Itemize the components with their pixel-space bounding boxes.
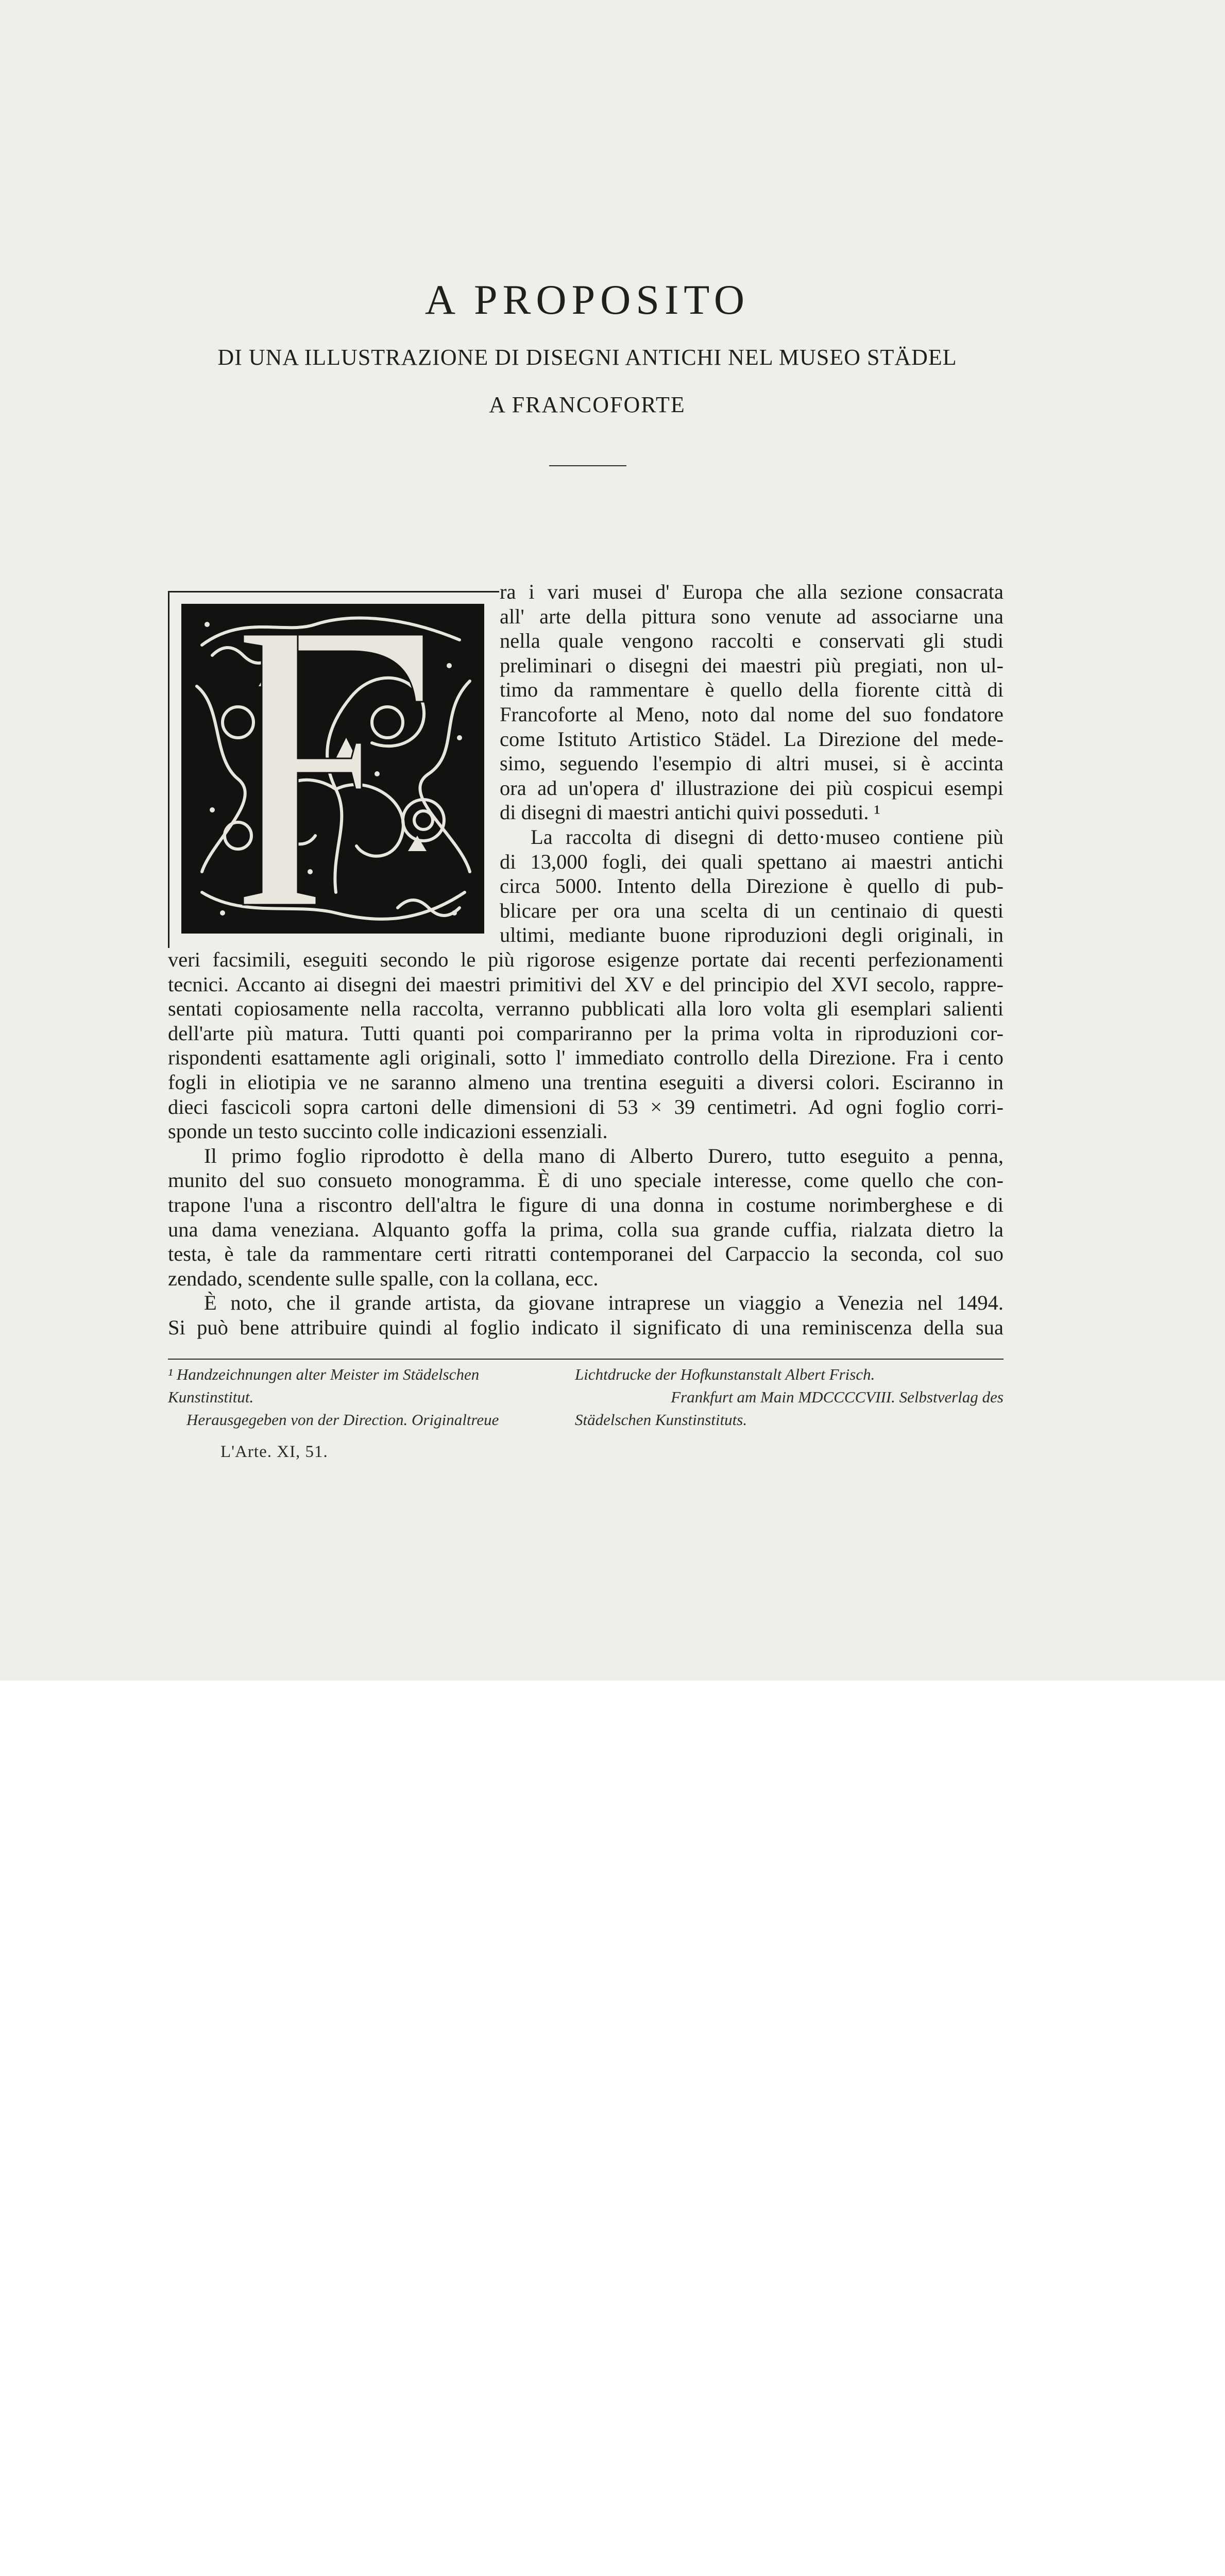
text-line: tecnici. Accanto ai disegni dei maestri primitivi del XV e del principio del XVI secolo, rappre- <box>168 972 1003 996</box>
text-line: di 13,000 fogli, dei quali spettano ai maestri antichi <box>500 850 1003 873</box>
text-line: testa, è tale da rammentare certi ritratti contemporanei del Carpaccio la seconda, col suo <box>168 1242 1003 1266</box>
ornamental-letter-f-illustration <box>181 604 484 934</box>
footnote-line: Lichtdrucke der Hofkunstanstalt Albert Frisch. <box>575 1365 875 1383</box>
viewer-footer <box>0 1681 1225 1768</box>
text-line: Si può bene attribuire quindi al foglio indicato il significato di una reminiscenza della sua <box>168 1315 1003 1339</box>
text-line: ra i vari musei d' Europa che alla sezione consacrata <box>500 580 1003 603</box>
text-line: nella quale vengono raccolti e conservati gli studi <box>500 629 1003 653</box>
text-line: timo da rammentare è quello della fiorente città di <box>500 678 1003 702</box>
text-line: fogli in eliotipia ve ne saranno almeno una trentina eseguiti a diversi colori. Esciranno in <box>168 1070 1003 1094</box>
text-line: circa 5000. Intento della Direzione è quello di pub- <box>500 874 1003 898</box>
text-line: È noto, che il grande artista, da giovane intraprese un viaggio a Venezia nel 1494. <box>204 1291 1003 1315</box>
text-line: zendado, scendente sulle spalle, con la collana, ecc. <box>168 1266 599 1290</box>
decorated-initial-f <box>181 604 484 934</box>
footnote-line: ¹ Handzeichnungen alter Meister im Städelschen <box>168 1365 480 1383</box>
text-line: dieci fascicoli sopra cartoni delle dimensioni di 53 × 39 centimetri. Ad ogni foglio corri- <box>168 1095 1003 1118</box>
text-line: ultimi, mediante buone riproduzioni degli originali, in <box>500 923 1003 947</box>
footnote-line: Kunstinstitut. <box>168 1388 254 1406</box>
text-line: La raccolta di disegni di detto·museo contiene più <box>531 825 1003 849</box>
footnote-line: Frankfurt am Main MDCCCCVIII. Selbstverlag des <box>671 1388 1003 1406</box>
text-line: veri facsimili, eseguiti secondo le più rigorose esigenze portate dai recenti perfezionamenti <box>168 948 1003 971</box>
text-line: trapone l'una a riscontro dell'altra le figure di una donna in costume norimberghese e di <box>168 1193 1003 1216</box>
footnote-line: Herausgegeben von der Direction. Originaltreue <box>186 1411 499 1429</box>
article-subtitle-city: A FRANCOFORTE <box>489 392 686 417</box>
text-line: munito del suo consueto monogramma. È di uno speciale interesse, come quello che con- <box>168 1168 1003 1192</box>
text-line: una dama veneziana. Alquanto goffa la prima, colla sua grande cuffia, rialzata dietro la <box>168 1217 1003 1241</box>
text-line: Il primo foglio riprodotto è della mano di Alberto Durero, tutto eseguito a penna, <box>204 1144 1003 1167</box>
text-line: dell'arte più matura. Tutti quanti poi compariranno per la prima volta in riproduzioni cor- <box>168 1021 1003 1045</box>
text-line: all' arte della pittura sono venute ad associarne una <box>500 604 1003 628</box>
article-title: A PROPOSITO <box>424 276 750 323</box>
text-line: come Istituto Artistico Städel. La Direzione del mede- <box>500 727 1003 751</box>
text-line: blicare per ora una scelta di un centinaio di questi <box>500 899 1003 922</box>
body-paragraph-2 <box>168 947 1003 1340</box>
text-line: Francoforte al Meno, noto dal nome del suo fondatore <box>500 702 1003 726</box>
footnote <box>168 1363 1003 1431</box>
page-footer: L'Arte. XI, 51. <box>220 1443 328 1461</box>
text-line: ora ad un'opera d' illustrazione dei più cospicui esempi <box>500 776 1003 800</box>
footnote-line: Städelschen Kunstinstituts. <box>575 1411 747 1429</box>
text-line: di disegni di maestri antichi quivi posseduti. ¹ <box>500 801 880 824</box>
article-subtitle: DI UNA ILLUSTRAZIONE DI DISEGNI ANTICHI NEL MUSEO STÄDEL <box>217 345 957 370</box>
footnote-divider <box>168 1359 1003 1360</box>
text-line: preliminari o disegni dei maestri più pregiati, non ul- <box>500 653 1003 677</box>
opening-paragraph <box>500 580 1003 947</box>
text-line: sponde un testo succinto colle indicazioni essenziali. <box>168 1120 608 1143</box>
text-line: simo, seguendo l'esempio di altri musei, si è accinta <box>500 752 1003 775</box>
text-line: sentati copiosamente nella raccolta, verranno pubblicati alla loro volta gli esemplari salienti <box>168 997 1003 1021</box>
title-divider <box>549 465 626 466</box>
text-line: rispondenti esattamente agli originali, sotto l' immediato controllo della Direzione. Fra i cento <box>168 1046 1003 1070</box>
